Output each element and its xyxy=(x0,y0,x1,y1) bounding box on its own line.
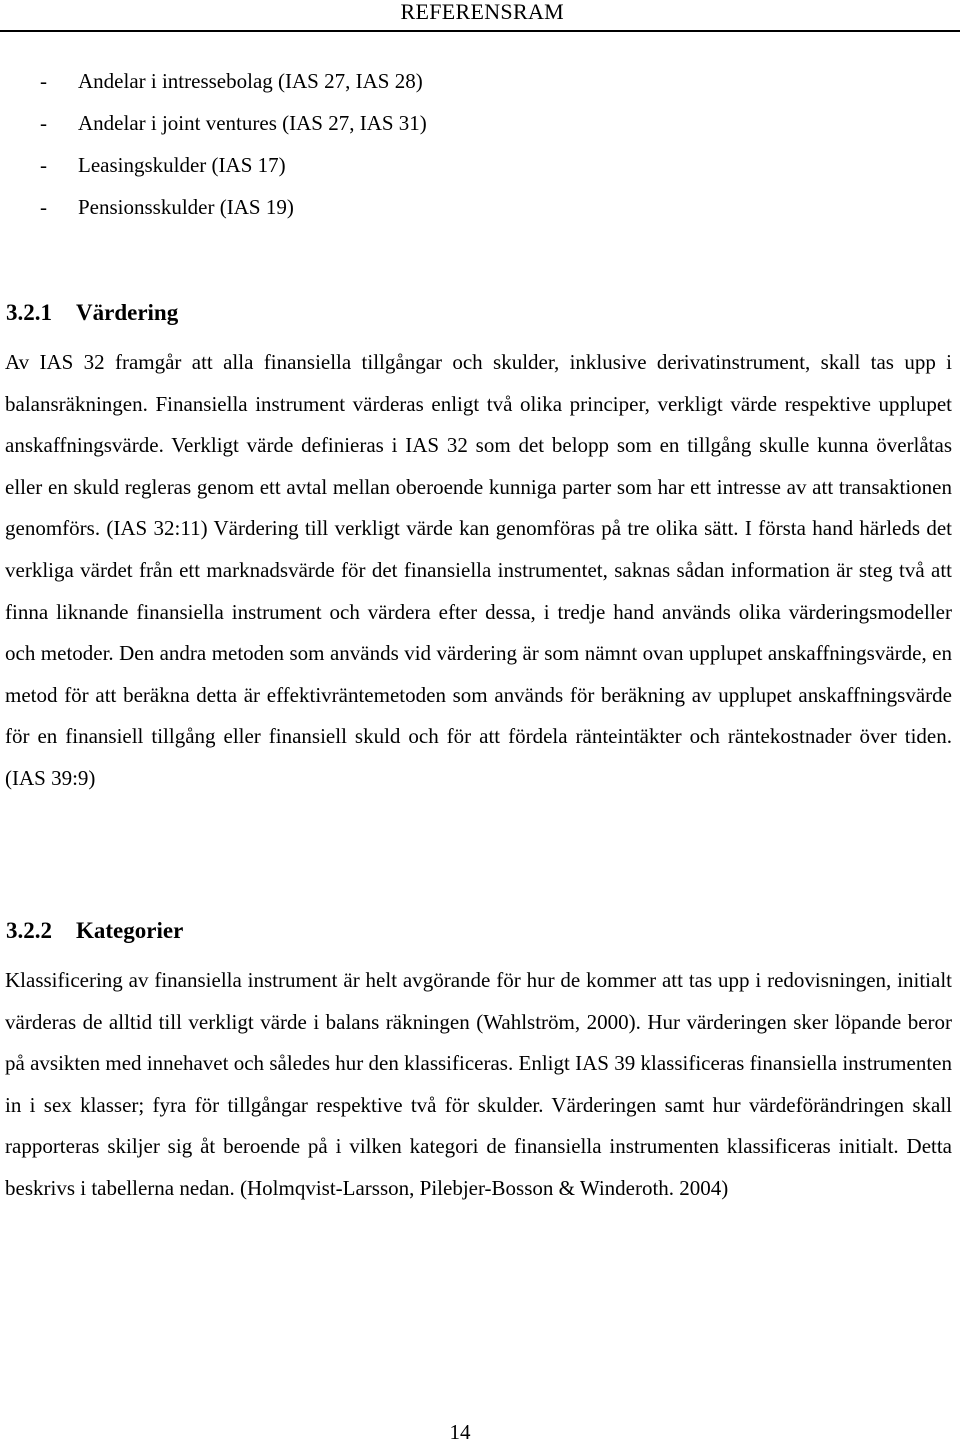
list-item-text: Leasingskulder (IAS 17) xyxy=(78,153,286,177)
list-dash: - xyxy=(40,195,47,219)
section-paragraph-kategorier: Klassificering av finansiella instrument är helt avgörande för hur de kommer att tas upp i redovisningen, initialt värderas de alltid till verkligt värde i balans räkningen (Wahlström, 2000). Hur värderingen sker löpande beror på avsikten med innehavet och således hur den klassificeras. Enligt IAS 39 klassificeras finansiella instrumenten in i sex klasser; fyra för tillgångar respektive två för skulder. Värderingen samt hur värdeförändringen skall rapporteras skiljer sig åt beroende på i vilken kategori de finansiella instrumenten klassificeras initialt. Detta beskrivs i tabellerna nedan. (Holmqvist-Larsson, Pilebjer-Bosson & Winderoth. 2004) xyxy=(5,968,952,1200)
list-item xyxy=(40,60,740,102)
page-number-text: 14 xyxy=(449,1420,471,1444)
list-item xyxy=(40,186,740,228)
section-number: 3.2.2 xyxy=(6,918,52,943)
list-item-text: Andelar i joint ventures (IAS 27, IAS 31) xyxy=(78,111,427,135)
list-dash: - xyxy=(40,69,47,93)
list-dash: - xyxy=(40,153,47,177)
list-item xyxy=(40,144,740,186)
section-heading-kategorier xyxy=(6,916,183,946)
page-number xyxy=(0,1420,960,1444)
section-number: 3.2.1 xyxy=(6,300,52,325)
running-header: REFERENSRAM xyxy=(400,0,564,24)
header-divider xyxy=(0,30,960,32)
section-heading-vardering xyxy=(6,298,178,328)
list-item-text: Andelar i intressebolag (IAS 27, IAS 28) xyxy=(78,69,423,93)
list-item-text: Pensionsskulder (IAS 19) xyxy=(78,195,294,219)
list-dash: - xyxy=(40,111,47,135)
section-title: Kategorier xyxy=(76,918,184,943)
section-paragraph-vardering: Av IAS 32 framgår att alla finansiella tillgångar och skulder, inklusive derivatinstrument, skall tas upp i balansräkningen. Finansiella instrument värderas enligt två olika principer, verkligt värde respektive upplupet anskaffningsvärde. Verkligt värde definieras i IAS 32 som det belopp som en tillgång skulle kunna överlåtas eller en skuld regleras genom ett avtal mellan oberoende kunniga parter som har ett intresse av att transaktionen genomförs. (IAS 32:11) Värdering till verkligt värde kan genomföras på tre olika sätt. I första hand härleds det verkliga värdet från ett marknadsvärde för det finansiella instrumentet, saknas sådan information är steg två att finna liknande finansiella instrument och värdera efter dessa, i tredje hand används olika värderingsmodeller och metoder. Den andra metoden som används vid värdering är som nämnt ovan upplupet anskaffningsvärde, en metod för att beräkna detta är effektivräntemetoden som används för beräkning av upplupet anskaffningsvärde för en finansiell tillgång eller finansiell skuld och för att fördela ränteintäkter och räntekostnader över tiden. (IAS 39:9) xyxy=(5,350,952,790)
section-title: Värdering xyxy=(76,300,179,325)
list-item xyxy=(40,102,740,144)
ias-list xyxy=(40,60,740,228)
